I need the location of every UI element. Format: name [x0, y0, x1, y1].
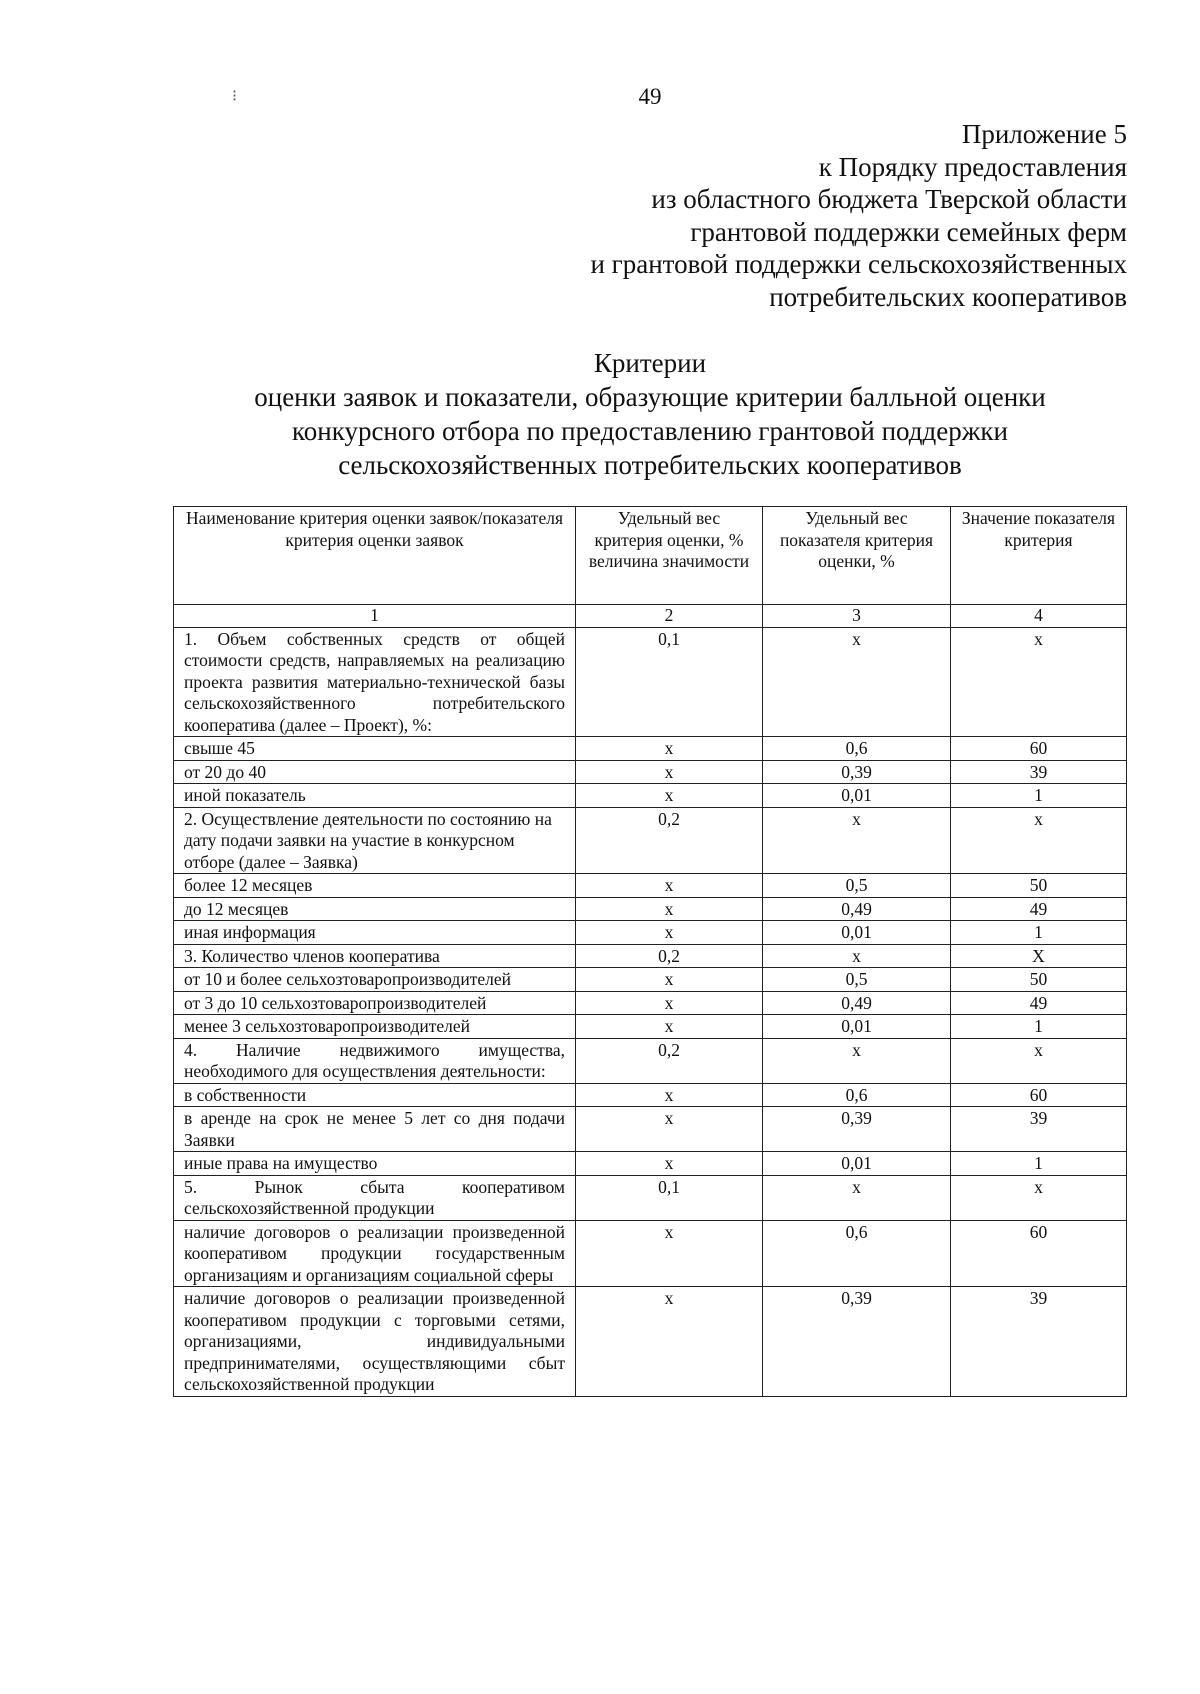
column-number: 4 — [951, 605, 1127, 628]
indicator-value-cell: 49 — [951, 991, 1127, 1015]
appendix-header — [590, 118, 1127, 313]
table-row — [174, 1287, 1127, 1397]
document-title — [0, 346, 1200, 482]
criterion-weight-cell: x — [576, 968, 763, 992]
title-line: конкурсного отбора по предоставлению грантовой поддержки — [292, 416, 1008, 446]
criterion-weight-cell: 0,2 — [576, 944, 763, 968]
criterion-weight-cell: x — [576, 921, 763, 945]
indicator-weight-cell: x — [763, 627, 951, 737]
table-row — [174, 897, 1127, 921]
indicator-value-cell: 1 — [951, 1015, 1127, 1039]
indicator-weight-cell: x — [763, 1175, 951, 1220]
indicator-value-cell: 60 — [951, 1220, 1127, 1287]
table-row — [174, 1038, 1127, 1083]
column-number: 1 — [174, 605, 576, 628]
criterion-weight-cell: x — [576, 874, 763, 898]
criterion-name-cell: 5. Рынок сбыта кооперативом сельскохозяйственной продукции — [174, 1175, 576, 1220]
criterion-name-cell: до 12 месяцев — [174, 897, 576, 921]
indicator-weight-cell: x — [763, 807, 951, 874]
table-row — [174, 1152, 1127, 1176]
indicator-weight-cell: 0,39 — [763, 1287, 951, 1397]
table-row — [174, 874, 1127, 898]
criterion-weight-cell: x — [576, 1220, 763, 1287]
table-row — [174, 627, 1127, 737]
appendix-line: из областного бюджета Тверской области — [651, 184, 1127, 214]
criterion-name-cell: иной показатель — [174, 784, 576, 808]
title-line: Критерии — [593, 348, 707, 378]
indicator-value-cell: 49 — [951, 897, 1127, 921]
criterion-name-cell: иная информация — [174, 921, 576, 945]
criterion-name-cell: от 20 до 40 — [174, 760, 576, 784]
table-row — [174, 944, 1127, 968]
indicator-weight-cell: 0,6 — [763, 737, 951, 761]
table-row — [174, 1175, 1127, 1220]
criterion-name-cell: свыше 45 — [174, 737, 576, 761]
indicator-weight-cell: 0,01 — [763, 784, 951, 808]
indicator-weight-cell: 0,6 — [763, 1083, 951, 1107]
criterion-name-cell: более 12 месяцев — [174, 874, 576, 898]
indicator-weight-cell: 0,6 — [763, 1220, 951, 1287]
indicator-weight-cell: x — [763, 944, 951, 968]
table-row — [174, 737, 1127, 761]
appendix-line: грантовой поддержки семейных ферм — [690, 216, 1127, 247]
indicator-weight-cell: x — [763, 1038, 951, 1083]
column-number: 2 — [576, 605, 763, 628]
criterion-weight-cell: x — [576, 1083, 763, 1107]
criterion-weight-cell: x — [576, 1015, 763, 1039]
criterion-weight-cell: 0,1 — [576, 627, 763, 737]
criterion-name-cell: от 3 до 10 сельхозтоваропроизводителей — [174, 991, 576, 1015]
table-row — [174, 1220, 1127, 1287]
indicator-weight-cell: 0,49 — [763, 991, 951, 1015]
criterion-weight-cell: x — [576, 1152, 763, 1176]
header-indicator-value: Значение показателя критерия — [951, 507, 1127, 605]
indicator-value-cell: 60 — [951, 737, 1127, 761]
criterion-weight-cell: x — [576, 991, 763, 1015]
table-row — [174, 1083, 1127, 1107]
criterion-name-cell: в собственности — [174, 1083, 576, 1107]
indicator-value-cell: x — [951, 627, 1127, 737]
indicator-value-cell: 50 — [951, 968, 1127, 992]
criterion-name-cell: 4. Наличие недвижимого имущества, необходимого для осуществления деятельности: — [174, 1038, 576, 1083]
indicator-value-cell: x — [951, 1038, 1127, 1083]
indicator-value-cell: x — [951, 1175, 1127, 1220]
criterion-name-cell: от 10 и более сельхозтоваропроизводителей — [174, 968, 576, 992]
table-row — [174, 1015, 1127, 1039]
indicator-value-cell: 1 — [951, 784, 1127, 808]
criterion-weight-cell: x — [576, 1107, 763, 1152]
indicator-value-cell: x — [951, 807, 1127, 874]
table-row — [174, 1107, 1127, 1152]
indicator-value-cell: 39 — [951, 1107, 1127, 1152]
criterion-name-cell: 2. Осуществление деятельности по состоянию на дату подачи заявки на участие в конкурсном отборе (далее – Заявка) — [174, 807, 576, 874]
criterion-weight-cell: 0,2 — [576, 1038, 763, 1083]
indicator-value-cell: 50 — [951, 874, 1127, 898]
page-number: 49 — [638, 84, 662, 109]
appendix-line: потребительских кооперативов — [769, 281, 1127, 312]
indicator-weight-cell: 0,01 — [763, 1152, 951, 1176]
criterion-name-cell: 1. Объем собственных средств от общей стоимости средств, направляемых на реализацию проекта развития материально-технической базы сельскохозяйственного потребительского кооператива (далее – Проект), %: — [174, 627, 576, 737]
table-header-row — [174, 507, 1127, 605]
table-row — [174, 784, 1127, 808]
table-row — [174, 760, 1127, 784]
indicator-value-cell: X — [951, 944, 1127, 968]
criteria-table-body — [174, 627, 1127, 1396]
indicator-weight-cell: 0,01 — [763, 921, 951, 945]
indicator-weight-cell: 0,5 — [763, 968, 951, 992]
indicator-weight-cell: 0,49 — [763, 897, 951, 921]
indicator-value-cell: 1 — [951, 921, 1127, 945]
criterion-name-cell: в аренде на срок не менее 5 лет со дня подачи Заявки — [174, 1107, 576, 1152]
indicator-weight-cell: 0,5 — [763, 874, 951, 898]
appendix-line: к Порядку предоставления — [818, 151, 1127, 182]
appendix-line: Приложение 5 — [961, 119, 1127, 149]
criterion-name-cell: наличие договоров о реализации произведенной кооперативом продукции с торговыми сетями, организациями, индивидуальными предпринимателями, осуществляющими сбыт сельскохозяйственной продукции — [174, 1287, 576, 1397]
scan-mark: ⁝ — [232, 88, 238, 105]
indicator-value-cell: 60 — [951, 1083, 1127, 1107]
table-row — [174, 921, 1127, 945]
criterion-name-cell: 3. Количество членов кооператива — [174, 944, 576, 968]
indicator-value-cell: 1 — [951, 1152, 1127, 1176]
criterion-weight-cell: 0,1 — [576, 1175, 763, 1220]
criterion-weight-cell: 0,2 — [576, 807, 763, 874]
header-criterion-name: Наименование критерия оценки заявок/показателя критерия оценки заявок — [174, 507, 576, 605]
header-indicator-weight: Удельный вес показателя критерия оценки, % — [763, 507, 951, 605]
criterion-weight-cell: x — [576, 1287, 763, 1397]
column-number: 3 — [763, 605, 951, 628]
header-criterion-weight: Удельный вес критерия оценки, % величина значимости — [576, 507, 763, 605]
indicator-weight-cell: 0,39 — [763, 1107, 951, 1152]
column-number-row — [174, 605, 1127, 628]
criterion-name-cell: менее 3 сельхозтоваропроизводителей — [174, 1015, 576, 1039]
criterion-name-cell: наличие договоров о реализации произведенной кооперативом продукции государственным организациям и организациям социальной сферы — [174, 1220, 576, 1287]
criterion-weight-cell: x — [576, 760, 763, 784]
criteria-table — [173, 506, 1127, 1397]
indicator-weight-cell: 0,39 — [763, 760, 951, 784]
title-line: сельскохозяйственных потребительских кооперативов — [338, 450, 962, 480]
criterion-weight-cell: x — [576, 784, 763, 808]
appendix-line: и грантовой поддержки сельскохозяйственных — [590, 249, 1127, 279]
indicator-value-cell: 39 — [951, 1287, 1127, 1397]
indicator-weight-cell: 0,01 — [763, 1015, 951, 1039]
criterion-name-cell: иные права на имущество — [174, 1152, 576, 1176]
criterion-weight-cell: x — [576, 897, 763, 921]
criterion-weight-cell: x — [576, 737, 763, 761]
title-line: оценки заявок и показатели, образующие критерии балльной оценки — [254, 382, 1046, 412]
table-row — [174, 807, 1127, 874]
table-row — [174, 991, 1127, 1015]
table-row — [174, 968, 1127, 992]
indicator-value-cell: 39 — [951, 760, 1127, 784]
